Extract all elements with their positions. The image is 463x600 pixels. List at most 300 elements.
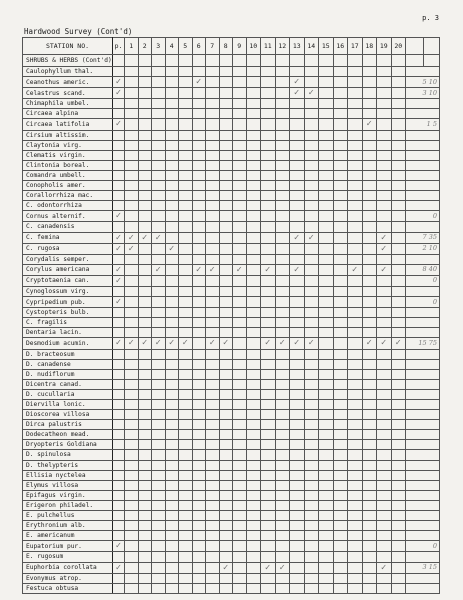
grid-cell <box>377 583 392 593</box>
grid-cell <box>152 410 166 420</box>
check-mark-cell <box>290 232 305 243</box>
grid-cell <box>206 119 220 130</box>
grid-cell <box>152 430 166 440</box>
grid-cell <box>377 389 392 399</box>
grid-cell <box>113 430 125 440</box>
grid-cell <box>333 328 348 338</box>
grid-cell <box>304 349 319 359</box>
species-row <box>23 490 440 500</box>
grid-cell <box>138 222 152 232</box>
grid-cell <box>348 460 363 470</box>
grid-cell <box>319 460 334 470</box>
species-name: Ellisia nyctelea <box>23 470 113 480</box>
grid-cell <box>152 541 166 552</box>
grid-cell <box>192 328 206 338</box>
check-mark-cell <box>290 88 305 99</box>
check-mark: ✓ <box>115 77 122 87</box>
grid-cell <box>362 450 377 460</box>
grid-cell <box>152 286 166 296</box>
species-row <box>23 318 440 328</box>
grid-cell <box>304 222 319 232</box>
grid-cell <box>233 379 247 389</box>
grid-cell <box>261 420 276 430</box>
grid-cell <box>246 170 261 180</box>
grid-cell <box>219 318 233 328</box>
grid-cell <box>304 150 319 160</box>
grid-cell <box>206 297 220 308</box>
grid-cell <box>206 490 220 500</box>
grid-cell <box>233 440 247 450</box>
grid-cell <box>304 160 319 170</box>
grid-cell <box>179 130 193 140</box>
check-mark-cell <box>275 562 290 573</box>
grid-cell <box>152 552 166 562</box>
grid-cell <box>192 286 206 296</box>
grid-cell <box>319 420 334 430</box>
grid-cell <box>219 511 233 521</box>
check-mark-cell <box>192 264 206 275</box>
grid-cell <box>348 480 363 490</box>
tally-note <box>406 440 440 450</box>
species-name: C. rugosa <box>23 243 113 254</box>
grid-cell <box>165 369 179 379</box>
species-row <box>23 243 440 254</box>
grid-cell <box>179 410 193 420</box>
grid-cell <box>165 264 179 275</box>
species-row <box>23 583 440 593</box>
station-column-header: 14 <box>304 38 319 55</box>
species-row <box>23 286 440 296</box>
species-row <box>23 88 440 99</box>
species-name: Cornus alternif. <box>23 211 113 222</box>
grid-cell <box>348 420 363 430</box>
grid-cell <box>333 67 348 77</box>
species-name: D. thelypteris <box>23 460 113 470</box>
grid-cell <box>219 379 233 389</box>
grid-cell <box>333 410 348 420</box>
grid-cell <box>261 254 276 264</box>
grid-cell <box>261 440 276 450</box>
check-mark-cell <box>348 264 363 275</box>
grid-cell <box>246 119 261 130</box>
grid-cell <box>152 531 166 541</box>
grid-cell <box>219 552 233 562</box>
grid-cell <box>206 480 220 490</box>
species-name: Dryopteris Goldiana <box>23 440 113 450</box>
grid-cell <box>125 450 139 460</box>
grid-cell <box>261 88 276 99</box>
grid-cell <box>125 130 139 140</box>
grid-cell <box>179 541 193 552</box>
grid-cell <box>377 67 392 77</box>
grid-cell <box>206 67 220 77</box>
grid-cell <box>275 211 290 222</box>
grid-cell <box>391 150 406 160</box>
grid-cell <box>290 389 305 399</box>
check-mark: ✓ <box>307 88 315 98</box>
check-mark-cell <box>206 264 220 275</box>
grid-cell <box>391 254 406 264</box>
species-row <box>23 328 440 338</box>
grid-cell <box>290 379 305 389</box>
grid-cell <box>275 88 290 99</box>
tally-note <box>406 160 440 170</box>
grid-cell <box>275 150 290 160</box>
grid-cell <box>233 99 247 109</box>
grid-cell <box>138 308 152 318</box>
grid-cell <box>165 328 179 338</box>
grid-cell <box>362 349 377 359</box>
species-name: Dentaria lacin. <box>23 328 113 338</box>
tally-note: 0 <box>406 275 440 286</box>
grid-cell <box>138 211 152 222</box>
check-mark-cell <box>113 275 125 286</box>
grid-cell <box>246 562 261 573</box>
grid-cell <box>333 500 348 510</box>
grid-cell <box>246 67 261 77</box>
grid-cell <box>377 254 392 264</box>
grid-cell <box>125 140 139 150</box>
grid-cell <box>206 562 220 573</box>
grid-cell <box>138 160 152 170</box>
species-row <box>23 521 440 531</box>
grid-cell <box>275 297 290 308</box>
check-mark: ✓ <box>127 232 135 242</box>
check-mark: ✓ <box>278 338 286 348</box>
station-column-header: 20 <box>391 38 406 55</box>
grid-cell <box>319 211 334 222</box>
grid-cell <box>192 297 206 308</box>
grid-cell <box>304 318 319 328</box>
grid-cell <box>179 67 193 77</box>
check-mark-cell <box>138 338 152 349</box>
grid-cell <box>113 521 125 531</box>
species-name: E. pulchellus <box>23 511 113 521</box>
grid-cell <box>304 359 319 369</box>
check-mark-cell <box>377 338 392 349</box>
grid-cell <box>219 410 233 420</box>
grid-cell <box>246 470 261 480</box>
grid-cell <box>319 338 334 349</box>
grid-cell <box>165 389 179 399</box>
grid-cell <box>261 99 276 109</box>
grid-cell <box>348 119 363 130</box>
species-name: Eupatorium pur. <box>23 541 113 552</box>
grid-cell <box>219 232 233 243</box>
grid-cell <box>192 318 206 328</box>
grid-cell <box>233 243 247 254</box>
check-mark-cell <box>219 562 233 573</box>
grid-cell <box>333 552 348 562</box>
grid-cell <box>113 55 125 67</box>
check-mark: ✓ <box>293 77 301 87</box>
grid-cell <box>113 201 125 211</box>
grid-cell <box>113 389 125 399</box>
grid-cell <box>138 67 152 77</box>
grid-cell <box>206 531 220 541</box>
grid-cell <box>192 211 206 222</box>
species-name: Cirsium altissim. <box>23 130 113 140</box>
grid-cell <box>138 552 152 562</box>
grid-cell <box>152 77 166 88</box>
species-name: Diervilla lonic. <box>23 400 113 410</box>
grid-cell <box>348 201 363 211</box>
section-label: SHRUBS & HERBS (Cont'd) <box>23 55 113 67</box>
grid-cell <box>192 573 206 583</box>
grid-cell <box>333 420 348 430</box>
check-mark: ✓ <box>264 562 272 572</box>
grid-cell <box>391 359 406 369</box>
tally-note <box>406 170 440 180</box>
species-name: Claytonia virg. <box>23 140 113 150</box>
tally-note <box>406 511 440 521</box>
species-row <box>23 440 440 450</box>
grid-cell <box>290 440 305 450</box>
grid-cell <box>179 531 193 541</box>
grid-cell <box>391 232 406 243</box>
grid-cell <box>362 562 377 573</box>
grid-cell <box>138 521 152 531</box>
grid-cell <box>125 511 139 521</box>
grid-cell <box>179 232 193 243</box>
grid-cell <box>424 55 440 67</box>
tally-note <box>406 450 440 460</box>
tally-note <box>406 369 440 379</box>
grid-cell <box>333 99 348 109</box>
grid-cell <box>391 562 406 573</box>
grid-cell <box>319 254 334 264</box>
grid-cell <box>152 201 166 211</box>
grid-cell <box>319 440 334 450</box>
grid-cell <box>275 318 290 328</box>
grid-cell <box>333 222 348 232</box>
check-mark: ✓ <box>293 264 301 274</box>
grid-cell <box>391 99 406 109</box>
grid-cell <box>290 191 305 201</box>
grid-cell <box>362 308 377 318</box>
grid-cell <box>333 201 348 211</box>
grid-cell <box>391 573 406 583</box>
grid-cell <box>333 562 348 573</box>
species-name: Circaea latifolia <box>23 119 113 130</box>
grid-cell <box>362 521 377 531</box>
tally-note: 0 <box>406 541 440 552</box>
grid-cell <box>192 130 206 140</box>
grid-cell <box>290 286 305 296</box>
grid-cell <box>165 521 179 531</box>
grid-cell <box>192 379 206 389</box>
grid-cell <box>152 243 166 254</box>
grid-cell <box>319 88 334 99</box>
grid-cell <box>290 480 305 490</box>
grid-cell <box>113 254 125 264</box>
grid-cell <box>125 562 139 573</box>
grid-cell <box>113 130 125 140</box>
station-column-header: 12 <box>275 38 290 55</box>
tally-note: 3 15 <box>406 562 440 573</box>
grid-cell <box>138 450 152 460</box>
grid-cell <box>304 541 319 552</box>
species-row <box>23 450 440 460</box>
tally-note <box>406 573 440 583</box>
grid-cell <box>319 243 334 254</box>
grid-cell <box>179 308 193 318</box>
grid-cell <box>206 99 220 109</box>
grid-cell <box>125 480 139 490</box>
grid-cell <box>246 243 261 254</box>
grid-cell <box>125 88 139 99</box>
grid-cell <box>333 521 348 531</box>
grid-cell <box>206 181 220 191</box>
tally-note <box>406 130 440 140</box>
grid-cell <box>192 109 206 119</box>
species-name: Euphorbia corollata <box>23 562 113 573</box>
grid-cell <box>362 275 377 286</box>
species-row <box>23 130 440 140</box>
grid-cell <box>261 170 276 180</box>
grid-cell <box>290 140 305 150</box>
grid-cell <box>246 150 261 160</box>
grid-cell <box>377 430 392 440</box>
grid-cell <box>206 211 220 222</box>
grid-cell <box>192 541 206 552</box>
grid-cell <box>192 470 206 480</box>
grid-cell <box>152 521 166 531</box>
grid-cell <box>377 521 392 531</box>
grid-cell <box>246 573 261 583</box>
grid-cell <box>377 410 392 420</box>
tally-note <box>406 150 440 160</box>
grid-cell <box>246 254 261 264</box>
grid-cell <box>179 88 193 99</box>
check-mark-cell <box>125 338 139 349</box>
grid-cell <box>348 573 363 583</box>
grid-cell <box>165 77 179 88</box>
grid-cell <box>333 286 348 296</box>
grid-cell <box>192 254 206 264</box>
grid-cell <box>319 130 334 140</box>
grid-cell <box>179 369 193 379</box>
grid-cell <box>348 55 363 67</box>
grid-cell <box>261 573 276 583</box>
grid-cell <box>152 359 166 369</box>
grid-cell <box>219 99 233 109</box>
check-mark: ✓ <box>380 338 388 348</box>
grid-cell <box>290 511 305 521</box>
grid-cell <box>333 150 348 160</box>
grid-cell <box>290 243 305 254</box>
grid-cell <box>275 531 290 541</box>
grid-cell <box>246 297 261 308</box>
grid-cell <box>219 400 233 410</box>
grid-cell <box>391 55 406 67</box>
grid-cell <box>125 99 139 109</box>
grid-cell <box>192 232 206 243</box>
grid-cell <box>125 490 139 500</box>
grid-cell <box>179 440 193 450</box>
grid-cell <box>261 369 276 379</box>
grid-cell <box>391 67 406 77</box>
grid-cell <box>261 308 276 318</box>
grid-cell <box>261 511 276 521</box>
check-mark: ✓ <box>141 338 149 348</box>
grid-cell <box>233 359 247 369</box>
grid-cell <box>391 264 406 275</box>
species-row <box>23 400 440 410</box>
grid-cell <box>362 552 377 562</box>
grid-cell <box>233 211 247 222</box>
grid-cell <box>348 67 363 77</box>
grid-cell <box>333 470 348 480</box>
grid-cell <box>319 55 334 67</box>
grid-cell <box>219 211 233 222</box>
grid-cell <box>138 500 152 510</box>
grid-cell <box>348 531 363 541</box>
grid-cell <box>319 389 334 399</box>
grid-cell <box>290 369 305 379</box>
grid-cell <box>138 573 152 583</box>
grid-cell <box>290 318 305 328</box>
grid-cell <box>192 275 206 286</box>
grid-cell <box>333 232 348 243</box>
grid-cell <box>304 328 319 338</box>
grid-cell <box>165 254 179 264</box>
grid-cell <box>362 264 377 275</box>
grid-cell <box>113 420 125 430</box>
grid-cell <box>113 369 125 379</box>
grid-cell <box>246 232 261 243</box>
grid-cell <box>391 410 406 420</box>
grid-cell <box>246 359 261 369</box>
species-row <box>23 201 440 211</box>
grid-cell <box>275 400 290 410</box>
grid-cell <box>348 243 363 254</box>
grid-cell <box>261 119 276 130</box>
check-mark-cell <box>206 338 220 349</box>
grid-cell <box>362 359 377 369</box>
grid-cell <box>165 211 179 222</box>
grid-cell <box>179 460 193 470</box>
species-name: Comandra umbell. <box>23 170 113 180</box>
grid-cell <box>391 181 406 191</box>
grid-cell <box>290 275 305 286</box>
species-name: Elymus villosa <box>23 480 113 490</box>
grid-cell <box>333 460 348 470</box>
grid-cell <box>125 359 139 369</box>
tally-note <box>406 531 440 541</box>
grid-cell <box>391 297 406 308</box>
station-column-header: 7 <box>206 38 220 55</box>
grid-cell <box>192 500 206 510</box>
grid-cell <box>304 573 319 583</box>
grid-cell <box>206 500 220 510</box>
grid-cell <box>165 150 179 160</box>
grid-cell <box>219 264 233 275</box>
check-mark-cell <box>113 338 125 349</box>
grid-cell <box>348 150 363 160</box>
grid-cell <box>362 531 377 541</box>
grid-cell <box>261 552 276 562</box>
species-row <box>23 470 440 480</box>
species-name: Cryptotaenia can. <box>23 275 113 286</box>
check-mark: ✓ <box>168 243 176 253</box>
grid-cell <box>391 440 406 450</box>
grid-cell <box>192 349 206 359</box>
grid-cell <box>165 420 179 430</box>
grid-cell <box>377 55 392 67</box>
grid-cell <box>219 349 233 359</box>
grid-cell <box>261 150 276 160</box>
